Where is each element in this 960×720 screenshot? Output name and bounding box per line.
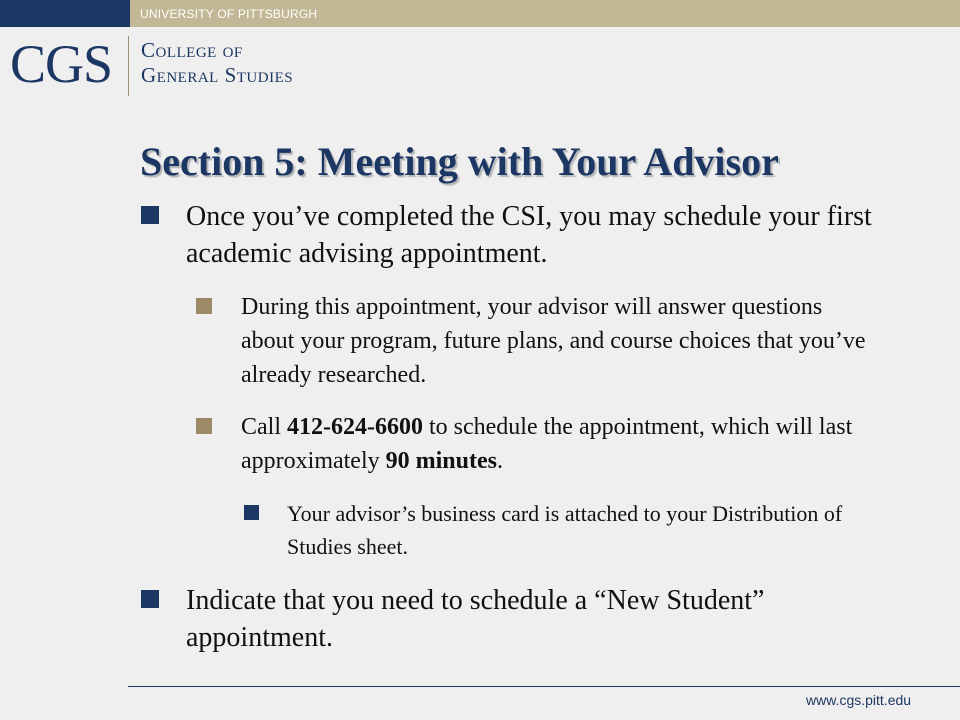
logo-wordmark (141, 38, 293, 88)
sub-bullet-square-icon (196, 418, 212, 434)
sub-bullet-square-icon (196, 298, 212, 314)
bullet-level1: Indicate that you need to schedule a “New Student” appointment. (186, 585, 765, 653)
bullet-level2-call (241, 410, 881, 478)
footer-url: www.cgs.pitt.edu (806, 692, 912, 708)
sub-sub-bullet-square-icon (244, 505, 259, 520)
bullet-level1: Once you’ve completed the CSI, you may schedule your first academic advising appointment. (186, 201, 872, 269)
logo-abbreviation: CGS (10, 34, 113, 94)
logo-line-2: General Studies (141, 63, 294, 87)
appointment-duration: 90 minutes (385, 448, 497, 474)
header-navy-block (0, 0, 130, 27)
logo-line-1: College of (141, 38, 243, 62)
bullet-square-icon (141, 206, 159, 224)
footer-divider (128, 686, 960, 687)
call-text-middle: to schedule the appointment, which will last approximately (241, 414, 853, 474)
bullet-square-icon (141, 590, 159, 608)
slide-title: Section 5: Meeting with Your Advisor (140, 139, 779, 184)
university-name: UNIVERSITY OF PITTSBURGH (140, 7, 318, 21)
call-text-before: Call (241, 414, 287, 440)
logo-divider (128, 36, 129, 96)
bullet-level3: Your advisor’s business card is attached to your Distribution of Studies sheet. (287, 501, 843, 559)
call-text-after: . (496, 448, 503, 474)
bullet-level2: During this appointment, your advisor will answer questions about your program, future plans, and course choices that you’ve already researched. (241, 294, 866, 388)
phone-number: 412-624-6600 (287, 414, 423, 440)
